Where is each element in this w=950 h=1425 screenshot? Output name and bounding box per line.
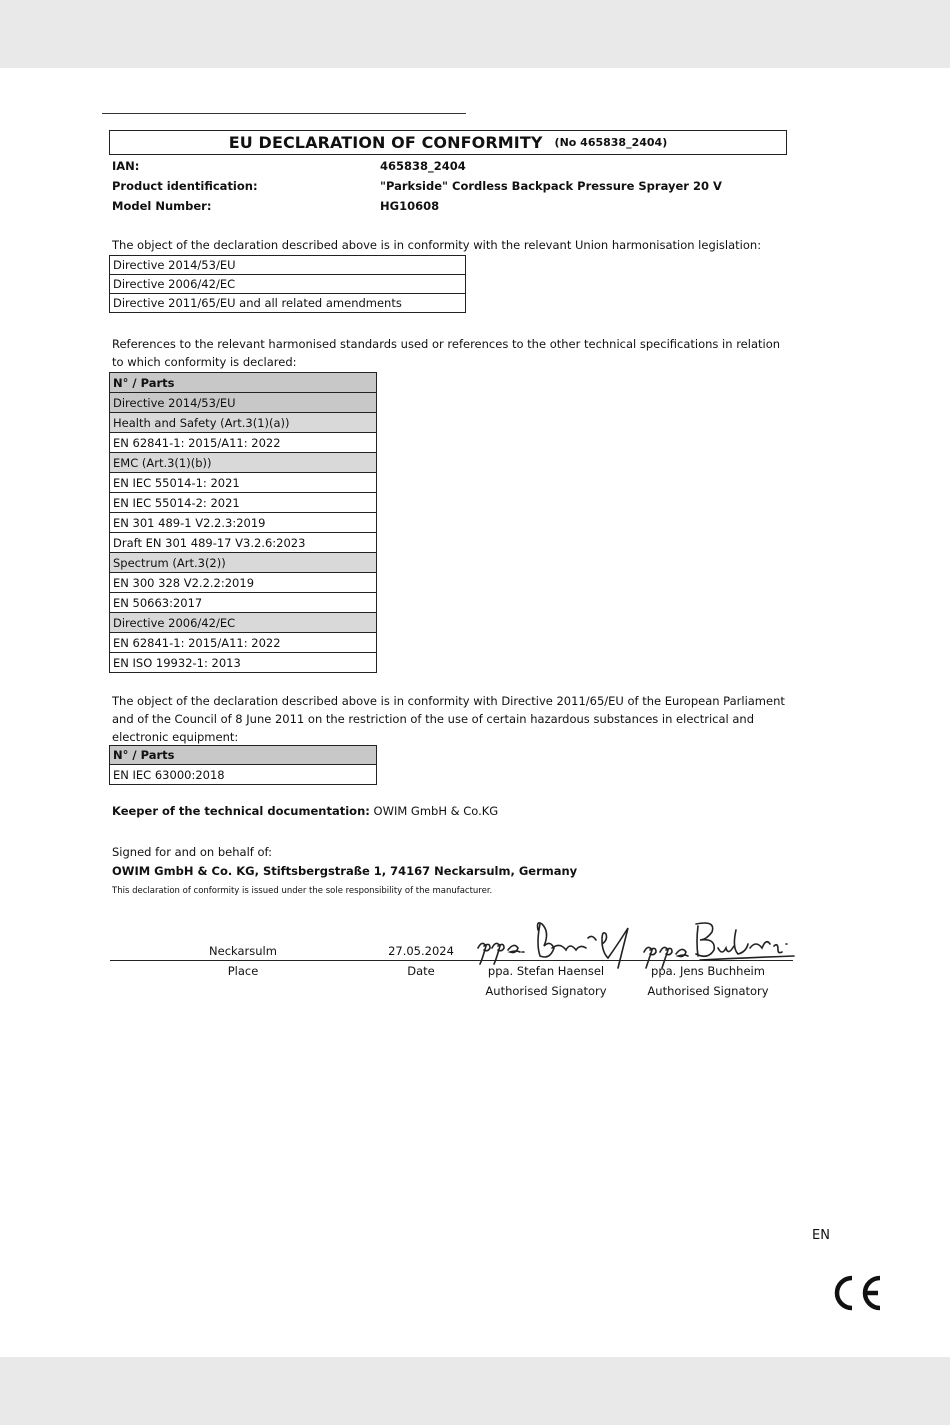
place-label: Place — [227, 964, 259, 978]
directive-row: Directive 2006/42/EC — [110, 275, 466, 294]
language-code: EN — [812, 1228, 830, 1243]
standards-row: Draft EN 301 489-17 V3.2.6:2023 — [110, 533, 377, 553]
keeper-value: OWIM GmbH & Co.KG — [369, 804, 499, 818]
declaration-title-box — [109, 130, 787, 155]
standards-row: EN 62841-1: 2015/A11: 2022 — [110, 433, 377, 453]
responsibility-note: This declaration of conformity is issued under the sole responsibility of the manufacturer. — [112, 886, 493, 896]
standards-section-row: EMC (Art.3(1)(b)) — [110, 453, 377, 473]
top-divider — [102, 113, 466, 114]
signatory1-name: ppa. Stefan Haensel — [487, 964, 605, 978]
signature-line — [110, 960, 793, 961]
standards-directive-row: Directive 2014/53/EU — [110, 393, 377, 413]
place-value: Neckarsulm — [209, 944, 277, 958]
keeper-of-documentation — [112, 804, 498, 818]
standards-row: EN 62841-1: 2015/A11: 2022 — [110, 633, 377, 653]
date-label: Date — [407, 964, 435, 978]
standards-row: EN 301 489-1 V2.2.3:2019 — [110, 513, 377, 533]
model-number-label: Model Number: — [112, 199, 212, 213]
company-address: OWIM GmbH & Co. KG, Stiftsbergstraße 1, 74167 Neckarsulm, Germany — [112, 864, 578, 878]
standards-section-row: Health and Safety (Art.3(1)(a)) — [110, 413, 377, 433]
standards-row: EN IEC 55014-2: 2021 — [110, 493, 377, 513]
signed-for-label: Signed for and on behalf of: — [112, 845, 273, 859]
directive-row: Directive 2011/65/EU and all related amendments — [110, 294, 466, 313]
ian-label: IAN: — [112, 159, 140, 173]
standards-row: EN IEC 55014-1: 2021 — [110, 473, 377, 493]
legislation-intro: The object of the declaration described above is in conformity with the relevant Union harmonisation legislation: — [112, 238, 762, 252]
standards-header: N° / Parts — [110, 373, 377, 393]
date-value: 27.05.2024 — [388, 944, 454, 958]
standards-row: EN 50663:2017 — [110, 593, 377, 613]
signatory2-role: Authorised Signatory — [647, 984, 769, 998]
directive-row: Directive 2014/53/EU — [110, 256, 466, 275]
rohs-intro: The object of the declaration described above is in conformity with Directive 2011/65/EU of the European Parliament and of the Council of 8 June 2011 on the restriction of the use of certain hazardous substances in electrical and electronic equipment: — [112, 694, 785, 744]
top-margin-band — [0, 0, 950, 68]
standards-row: EN 300 328 V2.2.2:2019 — [110, 573, 377, 593]
standards-section-row: Spectrum (Art.3(2)) — [110, 553, 377, 573]
model-number-value: HG10608 — [380, 199, 440, 213]
bottom-margin-band — [0, 1357, 950, 1425]
standards-intro: References to the relevant harmonised standards used or references to the other technical specifications in relation to which conformity is declared: — [112, 337, 781, 369]
standards-row: EN ISO 19932-1: 2013 — [110, 653, 377, 673]
signatory2-name: ppa. Jens Buchheim — [651, 964, 765, 978]
keeper-label: Keeper of the technical documentation: — [112, 804, 370, 818]
product-identification-value: "Parkside" Cordless Backpack Pressure Sprayer 20 V — [380, 179, 722, 193]
directives-table — [109, 255, 466, 313]
rohs-row: EN IEC 63000:2018 — [110, 765, 377, 785]
standards-table — [109, 372, 377, 673]
rohs-table — [109, 745, 377, 785]
declaration-number: (No 465838_2404) — [554, 136, 668, 149]
declaration-title: EU DECLARATION OF CONFORMITY — [228, 133, 543, 152]
rohs-header: N° / Parts — [110, 746, 377, 765]
signatory1-role: Authorised Signatory — [485, 984, 607, 998]
ian-value: 465838_2404 — [380, 159, 466, 173]
standards-directive-row: Directive 2006/42/EC — [110, 613, 377, 633]
ce-mark-icon — [830, 1273, 884, 1313]
product-identification-label: Product identification: — [112, 179, 258, 193]
